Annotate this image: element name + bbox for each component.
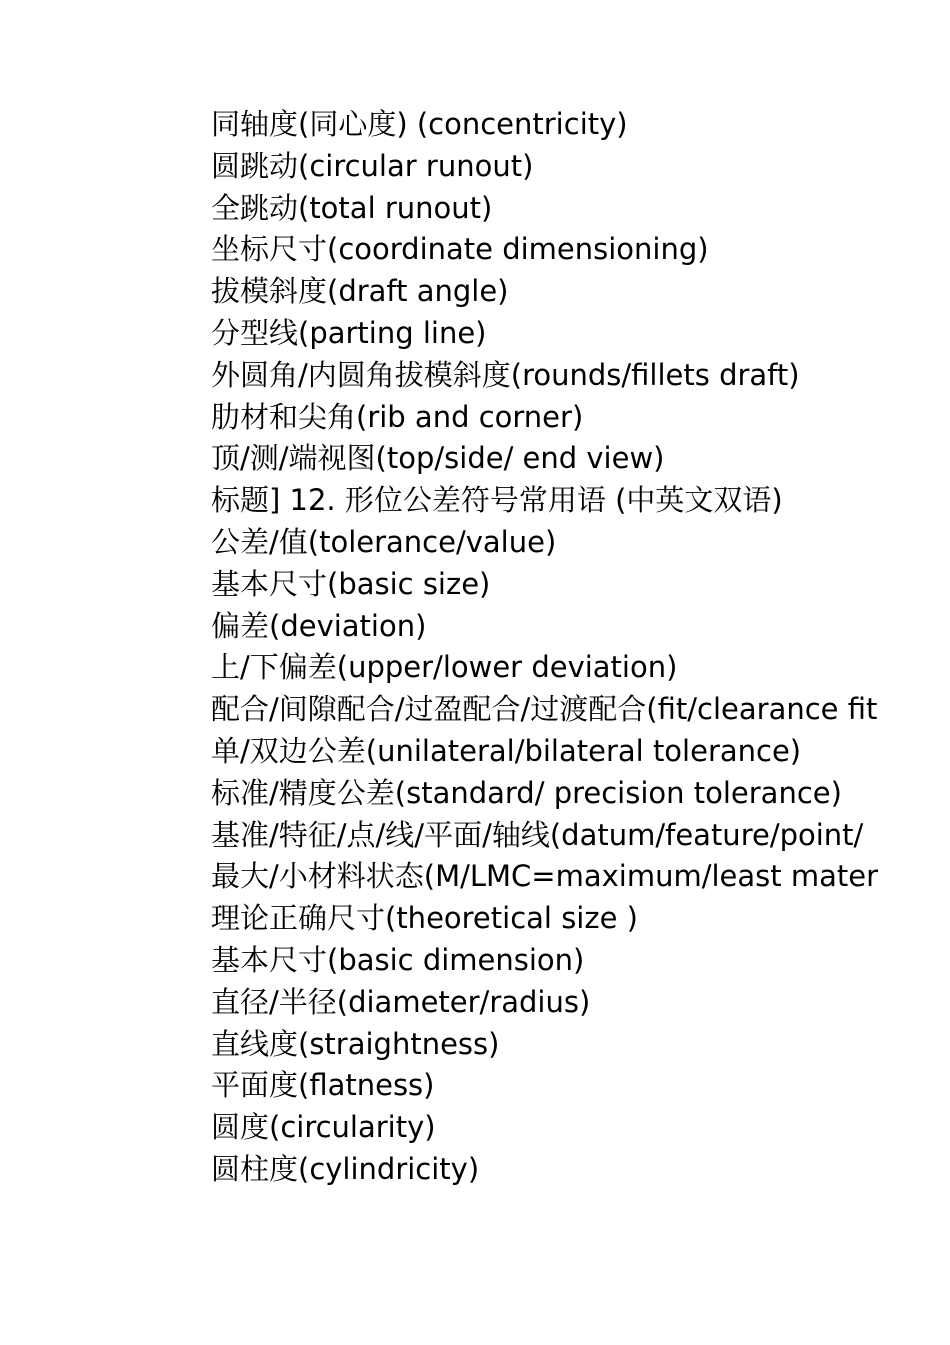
- term-line: 圆度(circularity): [211, 1110, 436, 1145]
- term-line: 基本尺寸(basic dimension): [211, 942, 585, 977]
- term-line: 基本尺寸(basic size): [211, 566, 491, 601]
- term-line: 理论正确尺寸(theoretical size ): [211, 901, 638, 936]
- term-line: 拔模斜度(draft angle): [211, 274, 509, 309]
- term-line: 平面度(flatness): [211, 1068, 435, 1103]
- term-line: 公差/值(tolerance/value): [211, 524, 557, 559]
- term-line: 配合/间隙配合/过盈配合/过渡配合(fit/clearance fit: [211, 692, 878, 727]
- section-heading: 标题] 12. 形位公差符号常用语 (中英文双语): [211, 483, 783, 518]
- term-line: 坐标尺寸(coordinate dimensioning): [211, 232, 709, 267]
- term-line: 全跳动(total runout): [211, 190, 493, 225]
- term-line: 上/下偏差(upper/lower deviation): [211, 650, 678, 685]
- term-list: [211, 104, 950, 1191]
- term-line: 标准/精度公差(standard/ precision tolerance): [211, 775, 842, 810]
- term-line: 直径/半径(diameter/radius): [211, 984, 591, 1019]
- term-line: 单/双边公差(unilateral/bilateral tolerance): [211, 733, 802, 768]
- term-line: 外圆角/内圆角拔模斜度(rounds/fillets draft): [211, 357, 800, 392]
- term-line: 分型线(parting line): [211, 315, 487, 350]
- term-line: 肋材和尖角(rib and corner): [211, 399, 584, 434]
- term-line: 圆跳动(circular runout): [211, 148, 534, 183]
- term-line: 直线度(straightness): [211, 1026, 500, 1061]
- term-line: 顶/测/端视图(top/side/ end view): [211, 441, 665, 476]
- term-line: 最大/小材料状态(M/LMC=maximum/least mater: [211, 859, 879, 894]
- term-line: 基准/特征/点/线/平面/轴线(datum/feature/point/: [211, 817, 864, 852]
- term-line: 圆柱度(cylindricity): [211, 1151, 480, 1186]
- term-line: 偏差(deviation): [211, 608, 427, 643]
- term-line: 同轴度(同心度) (concentricity): [211, 107, 628, 141]
